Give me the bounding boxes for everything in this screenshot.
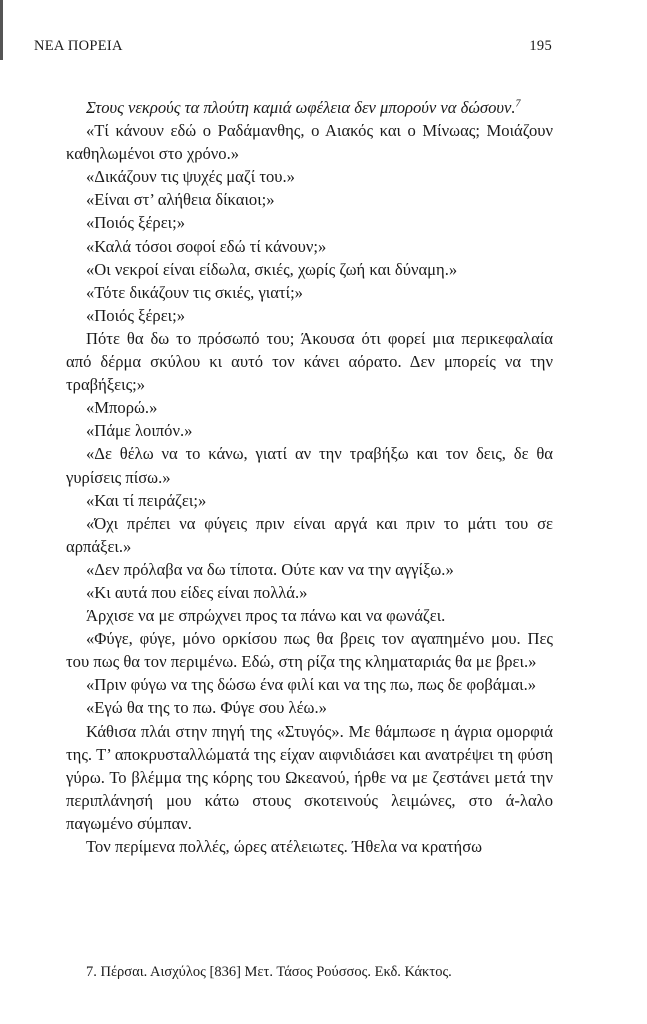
intro-quote [66,96,553,119]
paragraph: «Και τί πειράζει;» [86,490,207,510]
running-title: ΝΕΑ ΠΟΡΕΙΑ [34,38,123,54]
footnote: 7. Πέρσαι. Αισχύλος [836] Μετ. Τάσος Ρούσσος. Εκδ. Κάκτος. [86,964,452,980]
paragraph: «Είναι στ’ αλήθεια δίκαιοι;» [86,190,275,210]
footnote-reference: 7 [515,98,521,110]
paragraph: Κάθισα πλάι στην πηγή της «Στυγός». Με θάμπωσε η άγρια ομορφιά της. Τ’ αποκρυσταλλώματά της είχαν αιφνιδιάσει και ανατρέψει τη φύση γύρω. Το βλέμμα της κόρης του Ωκεανού, ήρθε να με ζεστάνει μετά την περιπλάνησή μου κάτω στους σκοτεινούς λειμώνες, στο ά-λαλο παγωμένο σύμπαν. [66,721,553,833]
paragraph: «Εγώ θα της το πω. Φύγε σου λέω.» [86,698,327,718]
paragraph: «Τί κάνουν εδώ ο Ραδάμανθης, ο Αιακός και ο Μίνωας; Μοιάζουν καθηλωμένοι στο χρόνο.» [66,121,553,164]
paragraph: «Δε θέλω να το κάνω, γιατί αν την τραβήξω και τον δεις, δε θα γυρίσεις πίσω.» [66,444,553,487]
paragraph: «Δικάζουν τις ψυχές μαζί του.» [86,167,295,187]
paragraph: «Δεν πρόλαβα να δω τίποτα. Ούτε καν να την αγγίξω.» [86,559,454,579]
running-header [34,38,552,55]
paragraph: «Πριν φύγω να της δώσω ένα φιλί και να της πω, πως δε φοβάμαι.» [86,675,537,695]
paragraph: «Τότε δικάζουν τις σκιές, γιατί;» [86,282,303,302]
paragraph: Άρχισε να με σπρώχνει προς τα πάνω και να φωνάζει. [86,606,446,626]
paragraph: «Καλά τόσοι σοφοί εδώ τί κάνουν;» [86,236,327,256]
paragraph: Τον περίμενα πολλές, ώρες ατέλειωτες. Ήθελα να κρατήσω [86,837,483,856]
paragraph: Πότε θα δω το πρόσωπό του; Άκουσα ότι φορεί μια περικεφαλαία από δέρμα σκύλου κι αυτό τον κάνει αόρατο. Δεν μπορείς να την τραβήξεις;» [66,328,553,395]
scan-gutter-shadow [0,0,3,60]
paragraph: «Ποιός ξέρει;» [86,213,186,233]
paragraph: «Όχι πρέπει να φύγεις πριν είναι αργά και πριν το μάτι του σε αρπάξει.» [66,513,553,556]
paragraph: «Πάμε λοιπόν.» [86,421,193,441]
body-text [66,96,553,858]
paragraph: «Κι αυτά που είδες είναι πολλά.» [86,582,308,602]
paragraph: «Φύγε, φύγε, μόνο ορκίσου πως θα βρεις τον αγαπημένο μου. Πες του πως θα τον περιμένω. Εδώ, στη ρίζα της κληματαριάς θα με βρει.» [66,629,553,672]
paragraph: «Οι νεκροί είναι είδωλα, σκιές, χωρίς ζωή και δύναμη.» [86,259,458,279]
page-number: 195 [529,38,552,54]
paragraph: «Μπορώ.» [86,398,158,418]
paragraph: «Ποιός ξέρει;» [86,305,186,325]
intro-quote-text: Στους νεκρούς τα πλούτη καμιά ωφέλεια δεν μπορούν να δώσουν. [86,98,516,117]
